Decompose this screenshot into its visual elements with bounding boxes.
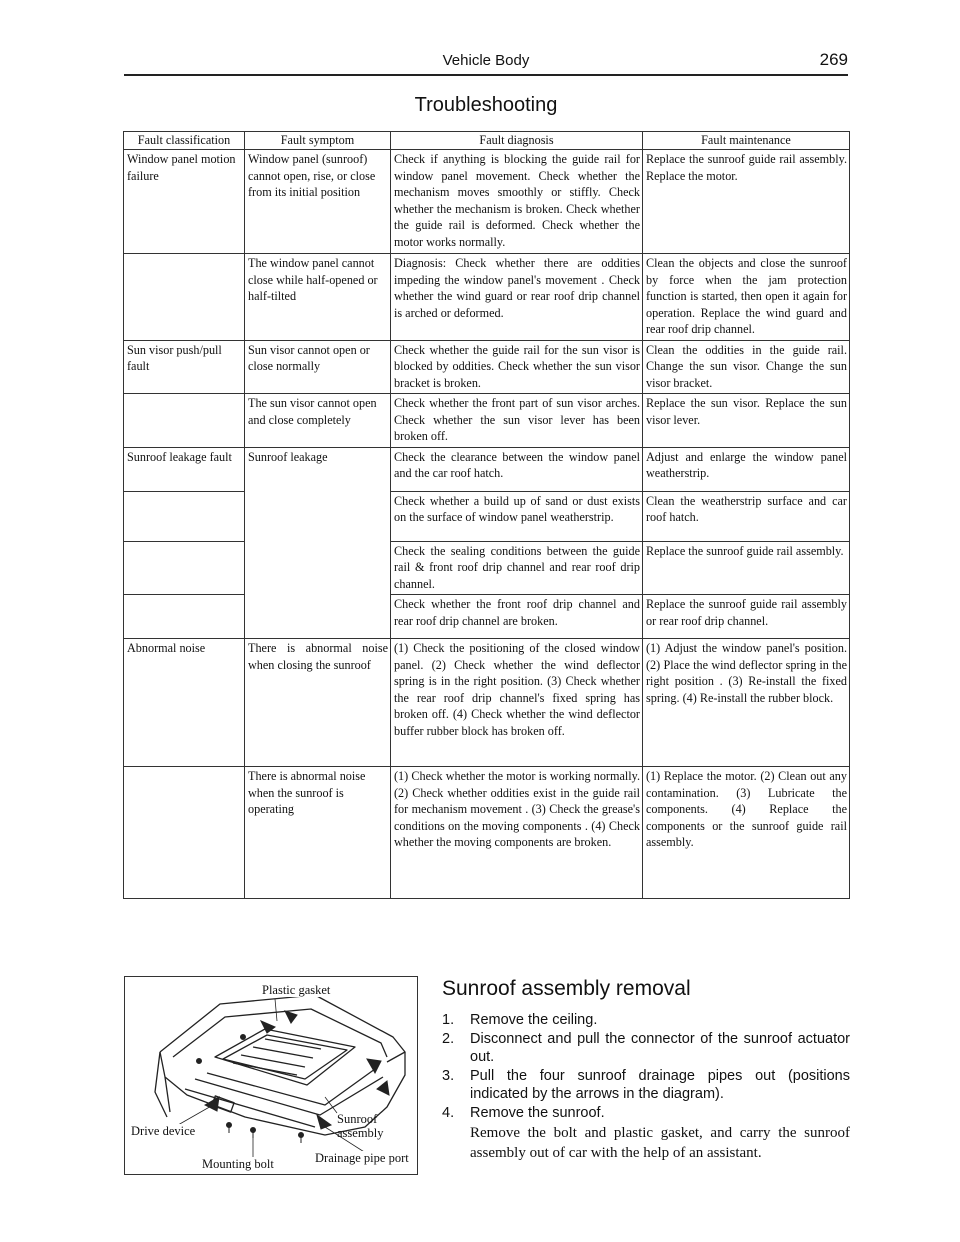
removal-title: Sunroof assembly removal — [442, 977, 691, 1000]
table-row — [124, 394, 850, 448]
page-number: 269 — [819, 50, 848, 69]
table-header-row — [124, 132, 850, 150]
column-header: Fault classification — [124, 132, 245, 150]
troubleshooting-table — [123, 131, 850, 899]
fault-classification: Sunroof leakage fault — [124, 447, 245, 491]
fault-diagnosis: Check whether a build up of sand or dust exists on the surface of window panel weatherstrip. — [391, 491, 643, 541]
step-text: Pull the four sunroof drainage pipes out (positions indicated by the arrows in the diagram). — [470, 1068, 850, 1102]
fault-symptom: There is abnormal noise when the sunroof is operating — [245, 767, 391, 899]
header-title: Vehicle Body — [442, 52, 530, 69]
label-drive-device: Drive device — [131, 1124, 196, 1138]
column-header: Fault symptom — [245, 132, 391, 150]
fault-maintenance: Replace the sun visor. Replace the sun visor lever. — [643, 394, 850, 448]
table-row — [124, 447, 850, 491]
table-row — [124, 340, 850, 394]
label-plastic-gasket: Plastic gasket — [262, 983, 331, 997]
table-row — [124, 254, 850, 341]
sunroof-diagram — [124, 976, 418, 1175]
list-item — [442, 1011, 850, 1029]
step-text: Remove the ceiling. — [470, 1012, 598, 1028]
fault-symptom: The window panel cannot close while half-opened or half-tilted — [245, 254, 391, 341]
list-item — [442, 1104, 850, 1163]
table-row — [124, 541, 850, 595]
page-header — [124, 48, 848, 76]
step-note: Remove the bolt and plastic gasket, and carry the sunroof assembly out of car with the help of an assistant. — [470, 1125, 850, 1161]
fault-classification — [124, 491, 245, 541]
fault-maintenance: Clean the weatherstrip surface and car roof hatch. — [643, 491, 850, 541]
fault-symptom: Window panel (sunroof) cannot open, rise, or close from its initial position — [245, 150, 391, 254]
step-number: 3. — [442, 1068, 455, 1084]
list-item — [442, 1067, 850, 1103]
fault-maintenance: Replace the sunroof guide rail assembly. — [643, 541, 850, 595]
step-number: 4. — [442, 1105, 455, 1121]
fault-maintenance: Replace the sunroof guide rail assembly or rear roof drip channel. — [643, 595, 850, 639]
table-row — [124, 150, 850, 254]
column-header: Fault diagnosis — [391, 132, 643, 150]
fault-symptom: Sunroof leakage — [245, 447, 391, 639]
fault-diagnosis: Check the clearance between the window panel and the car roof hatch. — [391, 447, 643, 491]
fault-maintenance: Replace the sunroof guide rail assembly. Replace the motor. — [643, 150, 850, 254]
fault-diagnosis: Check if anything is blocking the guide rail for window panel movement. Check whether the mechanism moves smoothly or stiffly. Check whether the mechanism is broken. Check whether the guide rail is deformed. Check whether the motor works normally. — [391, 150, 643, 254]
table-row — [124, 595, 850, 639]
fault-classification — [124, 767, 245, 899]
column-header: Fault maintenance — [643, 132, 850, 150]
fault-diagnosis: Check whether the front part of sun visor arches. Check whether the sun visor lever has been broken off. — [391, 394, 643, 448]
fault-symptom: The sun visor cannot open and close completely — [245, 394, 391, 448]
fault-classification: Sun visor push/pull fault — [124, 340, 245, 394]
fault-classification: Window panel motion failure — [124, 150, 245, 254]
label-mounting-bolt: Mounting bolt — [202, 1157, 274, 1171]
fault-diagnosis: Check whether the guide rail for the sun visor is blocked by oddities. Check whether the sun visor bracket is broken. — [391, 340, 643, 394]
step-number: 2. — [442, 1031, 455, 1047]
label-sunroof-assembly: Sunroof assembly — [337, 1112, 384, 1140]
table-row — [124, 767, 850, 899]
fault-classification: Abnormal noise — [124, 639, 245, 767]
label-drainage-pipe-port: Drainage pipe port — [315, 1151, 409, 1165]
fault-classification — [124, 541, 245, 595]
step-text: Disconnect and pull the connector of the sunroof actuator out. — [470, 1031, 850, 1065]
step-text: Remove the sunroof. — [470, 1105, 605, 1121]
fault-diagnosis: Check the sealing conditions between the guide rail & front roof drip channel and rear roof drip channel. — [391, 541, 643, 595]
fault-maintenance: Clean the oddities in the guide rail. Change the sun visor. Change the sun visor bracket. — [643, 340, 850, 394]
table-row — [124, 491, 850, 541]
fault-symptom: There is abnormal noise when closing the sunroof — [245, 639, 391, 767]
fault-maintenance: (1) Adjust the window panel's position. (2) Place the wind deflector spring in the right position . (3) Re-install the fixed spring. (4) Re-install the rubber block. — [643, 639, 850, 767]
section-title: Troubleshooting — [414, 94, 558, 116]
removal-section — [442, 977, 850, 1164]
fault-diagnosis: Check whether the front roof drip channel and rear roof drip channel are broken. — [391, 595, 643, 639]
removal-steps — [442, 1011, 850, 1163]
fault-diagnosis: Diagnosis: Check whether there are oddities impeding the window panel's movement . Check whether the wind guard or rear roof drip channel is arched or deformed. — [391, 254, 643, 341]
fault-diagnosis: (1) Check the positioning of the closed window panel. (2) Check whether the wind deflector spring is in the right position. (3) Check whether the rear roof drip channel's fixed spring has broken off. (4) Check whether the wind deflector buffer rubber block has broken off. — [391, 639, 643, 767]
fault-classification — [124, 254, 245, 341]
fault-maintenance: (1) Replace the motor. (2) Clean out any contamination. (3) Lubricate the components. (4) Replace the components or the sunroof guide rail assembly. — [643, 767, 850, 899]
fault-symptom: Sun visor cannot open or close normally — [245, 340, 391, 394]
fault-classification — [124, 595, 245, 639]
step-number: 1. — [442, 1012, 455, 1028]
fault-maintenance: Clean the objects and close the sunroof by force when the jam protection function is started, then open it again for operation. Replace the wind guard and rear roof drip channel. — [643, 254, 850, 341]
fault-classification — [124, 394, 245, 448]
list-item — [442, 1030, 850, 1066]
fault-maintenance: Adjust and enlarge the window panel weatherstrip. — [643, 447, 850, 491]
table-row — [124, 639, 850, 767]
sunroof-assembly-illustration — [125, 977, 417, 1174]
fault-diagnosis: (1) Check whether the motor is working normally. (2) Check whether oddities exist in the guide rail for mechanism movement . (3) Check the grease's conditions on the moving components . (4) Check whether the moving components are broken. — [391, 767, 643, 899]
